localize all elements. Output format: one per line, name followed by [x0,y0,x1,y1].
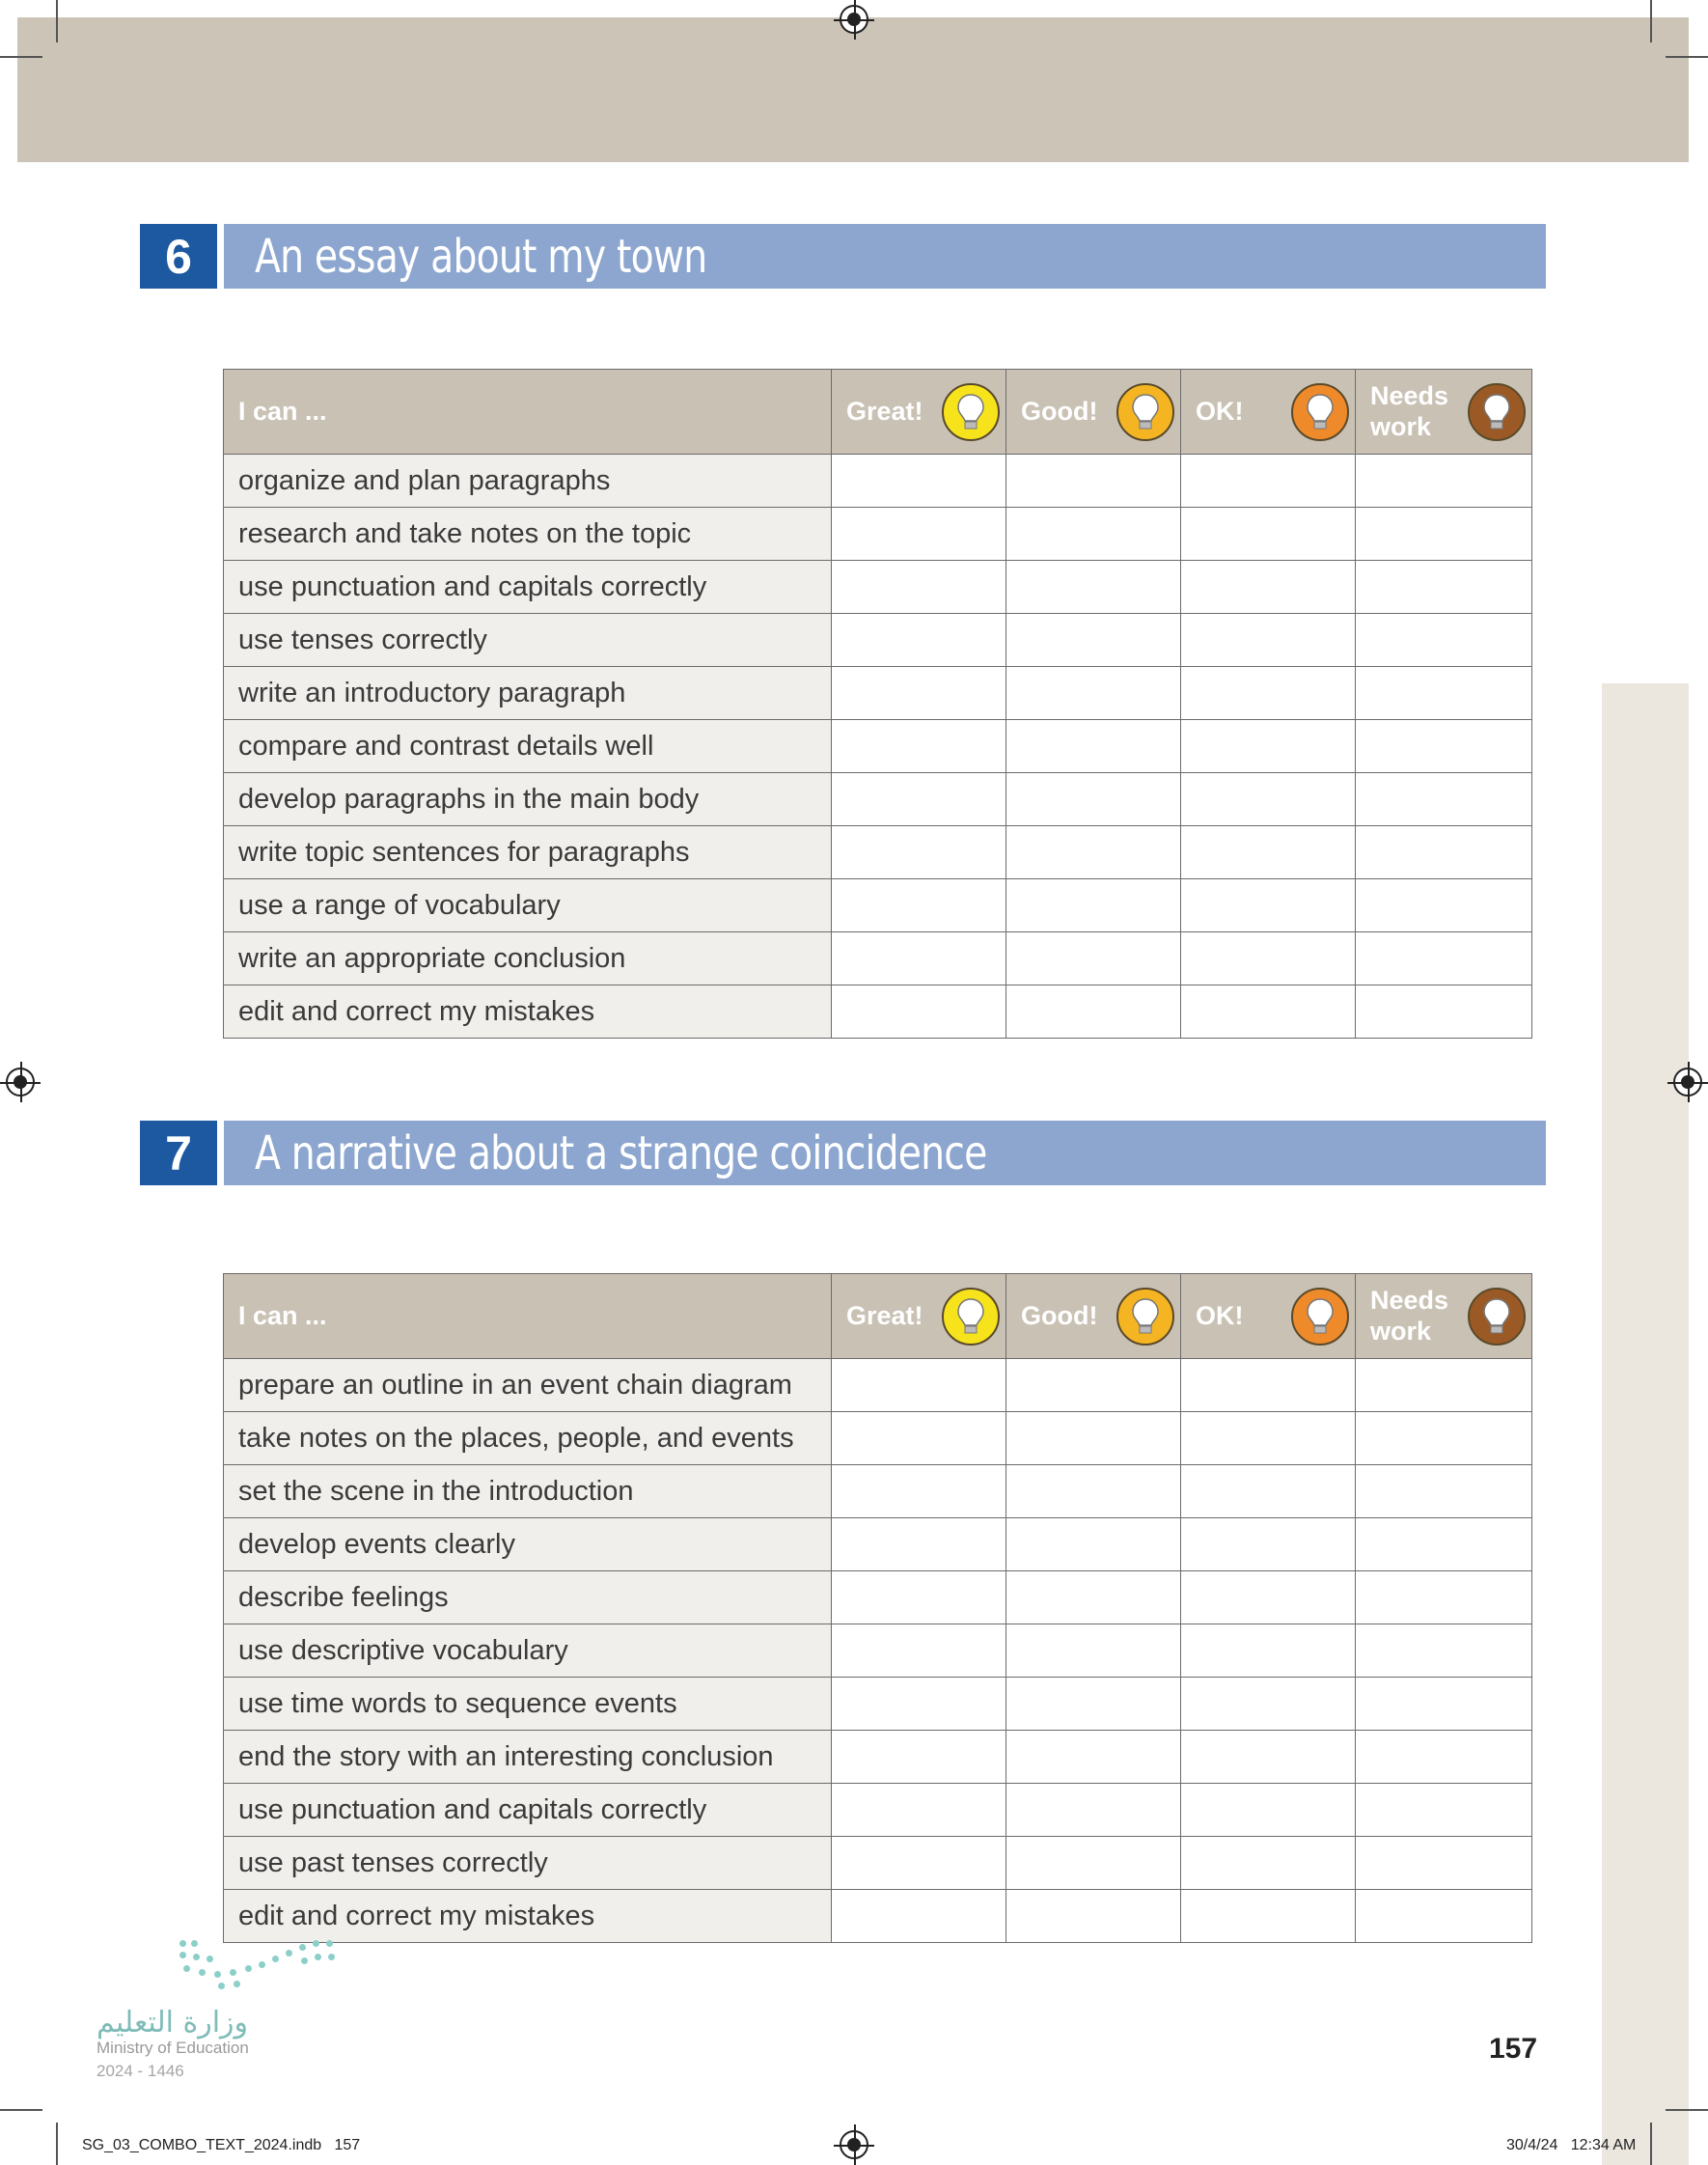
rating-cell-needs-work[interactable] [1356,1518,1532,1571]
table-row [224,1465,1532,1518]
rating-cell-great[interactable] [832,667,1006,720]
skill-label: research and take notes on the topic [224,508,832,561]
rating-cell-ok[interactable] [1181,1731,1356,1784]
needs-work-line1: Needs [1370,381,1449,411]
rating-cell-great[interactable] [832,455,1006,508]
rating-cell-ok[interactable] [1181,932,1356,985]
rating-cell-ok[interactable] [1181,561,1356,614]
crop-mark [0,2109,42,2111]
skill-label: use descriptive vocabulary [224,1624,832,1678]
skill-label: edit and correct my mistakes [224,1890,832,1943]
section-title [224,1121,1546,1185]
rating-cell-great[interactable] [832,932,1006,985]
rating-cell-good[interactable] [1006,1412,1181,1465]
registration-mark-icon [840,5,868,34]
crop-mark [1650,0,1652,42]
print-footer-file: SG_03_COMBO_TEXT_2024.indb 157 [82,2137,361,2153]
rating-cell-great[interactable] [832,879,1006,932]
table-row [224,1359,1532,1412]
table-row [224,508,1532,561]
rating-cell-good[interactable] [1006,773,1181,826]
crop-mark [0,56,42,58]
skill-label: write topic sentences for paragraphs [224,826,832,879]
rating-cell-needs-work[interactable] [1356,1837,1532,1890]
skill-label: describe feelings [224,1571,832,1624]
table-header-row [224,1274,1532,1359]
skill-label: use time words to sequence events [224,1678,832,1731]
rating-cell-needs-work[interactable] [1356,826,1532,879]
rating-cell-good[interactable] [1006,826,1181,879]
rating-cell-great[interactable] [832,1359,1006,1412]
rating-cell-great[interactable] [832,614,1006,667]
rating-cell-good[interactable] [1006,720,1181,773]
registration-mark-icon [840,2130,868,2159]
table-row [224,614,1532,667]
rating-cell-ok[interactable] [1181,1412,1356,1465]
table-header-row [224,370,1532,455]
crop-mark [56,0,58,42]
needs-work-line2: work [1370,1316,1432,1346]
skill-label: use a range of vocabulary [224,879,832,932]
rating-cell-good[interactable] [1006,1359,1181,1412]
header-needs-work [1356,1274,1532,1359]
rating-cell-good[interactable] [1006,1890,1181,1943]
rating-cell-great[interactable] [832,1890,1006,1943]
rating-cell-ok[interactable] [1181,1784,1356,1837]
rating-cell-needs-work[interactable] [1356,508,1532,561]
skill-label: develop paragraphs in the main body [224,773,832,826]
rating-cell-great[interactable] [832,1412,1006,1465]
header-good-label: Good! [1021,1300,1098,1330]
section-number: 6 [140,224,217,289]
registration-mark-icon [1673,1068,1702,1096]
skill-label: develop events clearly [224,1518,832,1571]
rating-cell-needs-work[interactable] [1356,667,1532,720]
skill-label: take notes on the places, people, and events [224,1412,832,1465]
rating-cell-ok[interactable] [1181,879,1356,932]
rating-cell-great[interactable] [832,985,1006,1039]
rating-cell-needs-work[interactable] [1356,879,1532,932]
header-ok-label: OK! [1196,1300,1244,1330]
rating-cell-needs-work[interactable] [1356,773,1532,826]
page-number: 157 [1489,2033,1538,2065]
header-ok [1181,370,1356,455]
skill-label: compare and contrast details well [224,720,832,773]
rating-cell-needs-work[interactable] [1356,1359,1532,1412]
header-ok-label: OK! [1196,396,1244,426]
section-title-text: A narrative about a strange coincidence [255,1125,987,1180]
lightbulb-icon [1468,383,1526,441]
rating-cell-good[interactable] [1006,1678,1181,1731]
lightbulb-icon [1468,1288,1526,1346]
rating-cell-great[interactable] [832,1465,1006,1518]
header-ok [1181,1274,1356,1359]
rating-cell-ok[interactable] [1181,1359,1356,1412]
table-row [224,1784,1532,1837]
rating-cell-ok[interactable] [1181,455,1356,508]
header-i-can [224,370,832,455]
rating-cell-good[interactable] [1006,1624,1181,1678]
header-needs-work-label [1370,381,1448,441]
rating-cell-needs-work[interactable] [1356,932,1532,985]
header-i-can-label: I can ... [238,397,327,426]
rating-cell-needs-work[interactable] [1356,1678,1532,1731]
rating-cell-ok[interactable] [1181,1890,1356,1943]
self-assessment-table [223,369,1532,1039]
crop-mark [56,2123,58,2165]
ministry-english-name: Ministry of Education [96,2039,249,2057]
rating-cell-good[interactable] [1006,985,1181,1039]
ministry-years: 2024 - 1446 [96,2062,184,2080]
rating-cell-great[interactable] [832,826,1006,879]
header-great-label: Great! [846,1300,923,1330]
rating-cell-great[interactable] [832,773,1006,826]
rating-cell-good[interactable] [1006,614,1181,667]
skill-label: write an introductory paragraph [224,667,832,720]
skill-label: prepare an outline in an event chain diagram [224,1359,832,1412]
skill-label: use punctuation and capitals correctly [224,561,832,614]
section-number: 7 [140,1121,217,1185]
rating-cell-ok[interactable] [1181,985,1356,1039]
header-good [1006,1274,1181,1359]
rating-cell-good[interactable] [1006,1518,1181,1571]
rating-cell-good[interactable] [1006,1837,1181,1890]
rating-cell-ok[interactable] [1181,508,1356,561]
rating-cell-good[interactable] [1006,667,1181,720]
rating-cell-needs-work[interactable] [1356,985,1532,1039]
rating-cell-needs-work[interactable] [1356,455,1532,508]
header-i-can [224,1274,832,1359]
skill-label: set the scene in the introduction [224,1465,832,1518]
rating-cell-needs-work[interactable] [1356,1412,1532,1465]
crop-mark [1666,2109,1708,2111]
header-great [832,370,1006,455]
skill-label: write an appropriate conclusion [224,932,832,985]
rating-cell-needs-work[interactable] [1356,1624,1532,1678]
header-i-can-label: I can ... [238,1301,327,1330]
lightbulb-icon [942,1288,1000,1346]
rating-cell-good[interactable] [1006,932,1181,985]
crop-mark [1666,56,1708,58]
self-assessment-table [223,1273,1532,1943]
lightbulb-icon [1116,1288,1174,1346]
rating-cell-needs-work[interactable] [1356,720,1532,773]
top-color-band [17,17,1689,162]
print-footer-date: 30/4/24 12:34 AM [1506,2137,1637,2153]
table-row [224,561,1532,614]
skill-label: end the story with an interesting conclusion [224,1731,832,1784]
rating-cell-great[interactable] [832,1624,1006,1678]
rating-cell-ok[interactable] [1181,773,1356,826]
needs-work-line1: Needs [1370,1286,1449,1316]
side-color-band [1602,683,1689,2165]
table-row [224,455,1532,508]
skill-label: organize and plan paragraphs [224,455,832,508]
skill-label: use punctuation and capitals correctly [224,1784,832,1837]
rating-cell-ok[interactable] [1181,1837,1356,1890]
rating-cell-needs-work[interactable] [1356,614,1532,667]
rating-cell-good[interactable] [1006,1731,1181,1784]
header-good [1006,370,1181,455]
table-row [224,1412,1532,1465]
section-title-text: An essay about my town [255,229,707,284]
ministry-arabic-name: وزارة التعليم [96,2006,249,2040]
rating-cell-needs-work[interactable] [1356,1731,1532,1784]
rating-cell-ok[interactable] [1181,1518,1356,1571]
rating-cell-good[interactable] [1006,561,1181,614]
table-row [224,1624,1532,1678]
header-great [832,1274,1006,1359]
needs-work-line2: work [1370,411,1432,441]
rating-cell-ok[interactable] [1181,720,1356,773]
rating-cell-great[interactable] [832,1571,1006,1624]
table-row [224,1518,1532,1571]
rating-cell-good[interactable] [1006,508,1181,561]
table-row [224,1571,1532,1624]
rating-cell-great[interactable] [832,1518,1006,1571]
rating-cell-good[interactable] [1006,1571,1181,1624]
table-row [224,667,1532,720]
rating-cell-great[interactable] [832,1837,1006,1890]
table-row [224,773,1532,826]
rating-cell-good[interactable] [1006,1784,1181,1837]
rating-cell-needs-work[interactable] [1356,1890,1532,1943]
rating-cell-great[interactable] [832,1678,1006,1731]
header-good-label: Good! [1021,396,1098,426]
rating-cell-ok[interactable] [1181,1678,1356,1731]
table-row [224,1731,1532,1784]
header-needs-work [1356,370,1532,455]
rating-cell-good[interactable] [1006,455,1181,508]
rating-cell-ok[interactable] [1181,667,1356,720]
table-row [224,879,1532,932]
lightbulb-icon [1116,383,1174,441]
rating-cell-needs-work[interactable] [1356,1784,1532,1837]
lightbulb-icon [942,383,1000,441]
skill-label: use past tenses correctly [224,1837,832,1890]
rating-cell-great[interactable] [832,720,1006,773]
rating-cell-ok[interactable] [1181,826,1356,879]
table-row [224,1678,1532,1731]
header-great-label: Great! [846,396,923,426]
lightbulb-icon [1291,1288,1349,1346]
rating-cell-ok[interactable] [1181,614,1356,667]
skill-label: edit and correct my mistakes [224,985,832,1039]
skill-label: use tenses correctly [224,614,832,667]
registration-mark-icon [6,1068,35,1096]
rating-cell-good[interactable] [1006,1465,1181,1518]
header-needs-work-label [1370,1286,1448,1346]
rating-cell-great[interactable] [832,1784,1006,1837]
section-title [224,224,1546,289]
crop-mark [1650,2123,1652,2165]
table-row [224,720,1532,773]
rating-cell-needs-work[interactable] [1356,1571,1532,1624]
table-row [224,932,1532,985]
table-row [224,1890,1532,1943]
rating-cell-good[interactable] [1006,879,1181,932]
lightbulb-icon [1291,383,1349,441]
rating-cell-ok[interactable] [1181,1571,1356,1624]
table-row [224,985,1532,1039]
rating-cell-needs-work[interactable] [1356,561,1532,614]
rating-cell-great[interactable] [832,1731,1006,1784]
rating-cell-needs-work[interactable] [1356,1465,1532,1518]
table-row [224,1837,1532,1890]
rating-cell-great[interactable] [832,508,1006,561]
rating-cell-great[interactable] [832,561,1006,614]
rating-cell-ok[interactable] [1181,1465,1356,1518]
table-row [224,826,1532,879]
rating-cell-ok[interactable] [1181,1624,1356,1678]
